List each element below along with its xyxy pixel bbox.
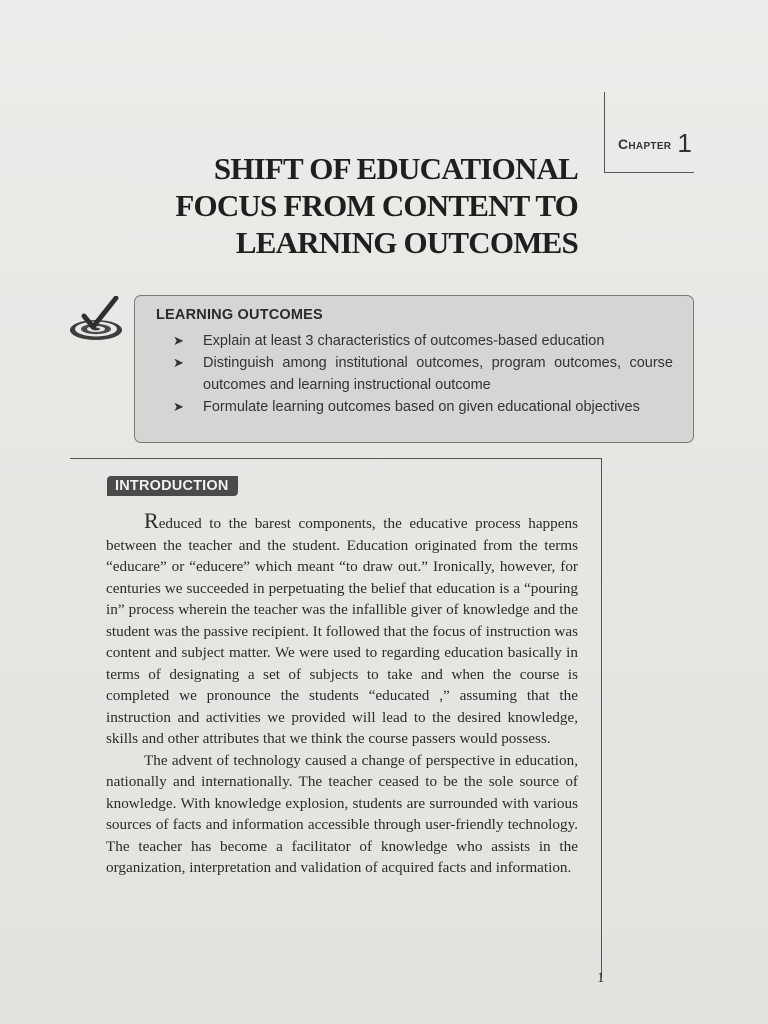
list-item <box>173 352 673 396</box>
section-frame-top <box>70 458 602 459</box>
arrow-bullet-icon: ➤ <box>173 399 184 414</box>
learning-outcome-text: Formulate learning outcomes based on given educational objectives <box>203 399 640 415</box>
chapter-title-line: SHIFT OF EDUCATIONAL <box>213 151 578 186</box>
introduction-label: INTRODUCTION <box>107 476 238 496</box>
page-number: 1 <box>597 970 605 986</box>
learning-outcome-text: Distinguish among institutional outcomes, program outcomes, course outcomes and learning instructional outcome <box>203 355 673 393</box>
chapter-divider-vertical <box>604 92 605 172</box>
chapter-tag <box>618 128 692 159</box>
introduction-paragraph: Reduced to the barest components, the educative process happens between the teacher and the student. Education originated from the terms “educare” or “educere” which meant “to draw out.” Ironically, however, for centuries we succeeded in perpetuating the belief that education is a “pouring in” process wherein the teacher was the infallible giver of knowledge and the student was the passive recipient. It followed that the focus of instruction was content and subject matter. We were used to regarding education basically in terms of designating a set of subjects to take and when the course is completed we pronounce the students “educated ,” assuming that the instruction and activities we provided will lead to the desired knowledge, skills and other attributes that we think the course passers would possess. <box>106 508 578 747</box>
learning-outcome-text: Explain at least 3 characteristics of outcomes-based education <box>203 333 605 349</box>
arrow-bullet-icon: ➤ <box>173 355 184 370</box>
chapter-title-line: FOCUS FROM CONTENT TO <box>175 188 578 223</box>
list-item <box>173 396 673 418</box>
chapter-title-line: LEARNING OUTCOMES <box>235 225 578 260</box>
learning-outcomes-box <box>134 295 694 443</box>
learning-outcomes-heading: LEARNING OUTCOMES <box>156 307 323 323</box>
chapter-divider-horizontal <box>604 172 694 173</box>
chapter-title <box>175 150 578 261</box>
arrow-bullet-icon: ➤ <box>173 333 184 348</box>
introduction-body <box>106 510 578 879</box>
learning-outcomes-list <box>173 330 673 418</box>
introduction-paragraph: The advent of technology caused a change of perspective in education, nationally and internationally. The teacher ceased to be the sole source of knowledge. With knowledge explosion, students are surrounded with various sources of facts and information accessible through user-friendly technology. The teacher has become a facilitator of knowledge who assists in the organization, interpretation and validation of acquired facts and information. <box>106 751 578 876</box>
section-frame-right <box>601 458 602 978</box>
target-checkmark-icon <box>66 296 126 346</box>
chapter-label: Chapter <box>618 136 672 152</box>
list-item <box>173 330 673 352</box>
chapter-number: 1 <box>677 128 692 158</box>
